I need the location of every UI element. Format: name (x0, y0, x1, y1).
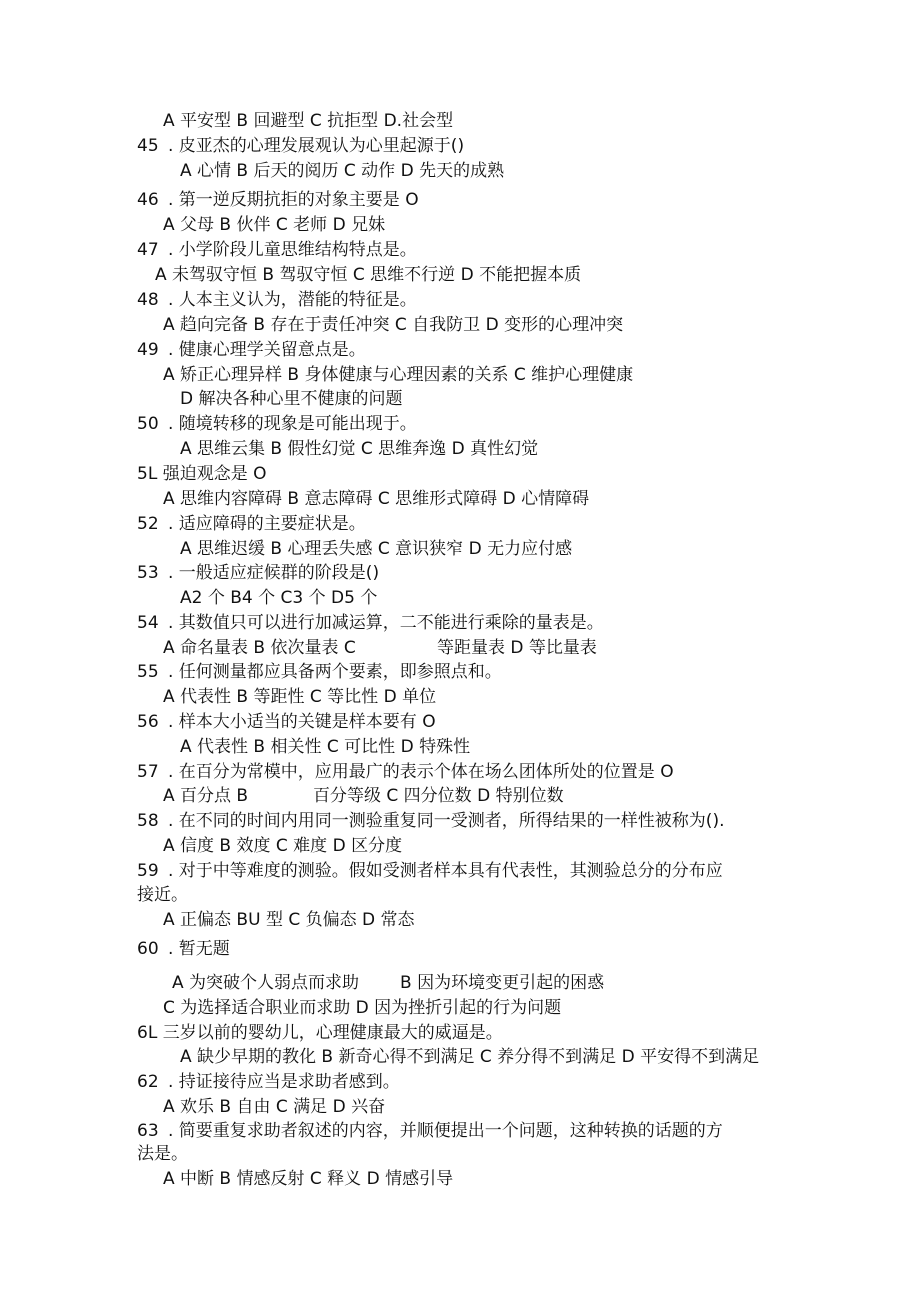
answer-options: A 思维迟缓 B 心理丢失感 C 意识狭窄 D 无力应付感 (180, 539, 573, 559)
question-text: . 健康心理学关留意点是。 (168, 340, 366, 360)
question-text: . 任何测量都应具备两个要素，即参照点和。 (168, 662, 502, 682)
answer-options: C 为选择适合职业而求助 D 因为挫折引起的行为问题 (163, 998, 562, 1018)
question-text: . 第一逆反期抗拒的对象主要是 O (168, 190, 419, 210)
answer-options: D 解决各种心里不健康的问题 (180, 389, 403, 409)
answer-options: A 矫正心理异样 B 身体健康与心理因素的关系 C 维护心理健康 (163, 365, 634, 385)
question-number: 45 (137, 136, 159, 156)
answer-options: A 思维内容障碍 B 意志障碍 C 思维形式障碍 D 心情障碍 (163, 489, 590, 509)
question-number: 49 (137, 340, 159, 360)
answer-options: A 缺少早期的教化 B 新奇心得不到满足 C 养分得不到满足 D 平安得不到满足 (180, 1047, 760, 1067)
answer-options: A 代表性 B 相关性 C 可比性 D 特殊性 (180, 737, 471, 757)
question-text: . 在百分为常模中，应用最广的表示个体在场么团体所处的位置是 O (168, 762, 674, 782)
answer-options: A 平安型 B 回避型 C 抗拒型 D.社会型 (163, 111, 454, 131)
question-number: 60 (137, 939, 159, 959)
answer-options: 百分等级 C 四分位数 D 特别位数 (313, 786, 564, 806)
question-number: 52 (137, 514, 159, 534)
question-text: . 其数值只可以进行加减运算，二不能进行乘除的量表是。 (168, 613, 604, 633)
question-number: 59 (137, 861, 159, 881)
question-number: 47 (137, 240, 159, 260)
question-text-continued: 接近。 (137, 885, 188, 905)
question-text-continued: 法是。 (137, 1144, 188, 1164)
question-text: . 简要重复求助者叙述的内容，并顺便提出一个问题，这种转换的话题的方 (168, 1121, 723, 1141)
question-number: 48 (137, 290, 159, 310)
question-text: 6L 三岁以前的婴幼儿，心理健康最大的威逼是。 (137, 1023, 503, 1043)
question-number: 55 (137, 662, 159, 682)
question-number: 57 (137, 762, 159, 782)
answer-options: A 代表性 B 等距性 C 等比性 D 单位 (163, 687, 437, 707)
question-text: . 样本大小适当的关键是样本要有 O (168, 712, 436, 732)
question-text: . 人本主义认为，潜能的特征是。 (168, 290, 417, 310)
question-text: . 暂无题 (168, 939, 230, 959)
question-text: . 在不同的时间内用同一测验重复同一受测者，所得结果的一样性被称为(). (168, 811, 725, 831)
question-number: 63 (137, 1121, 159, 1141)
answer-options: A 思维云集 B 假性幻觉 C 思维奔逸 D 真性幻觉 (180, 439, 539, 459)
question-text: 5L 强迫观念是 O (137, 464, 267, 484)
answer-options: A 欢乐 B 自由 C 满足 D 兴奋 (163, 1097, 386, 1117)
answer-options: A 信度 B 效度 C 难度 D 区分度 (163, 836, 403, 856)
question-number: 53 (137, 563, 159, 583)
answer-options: A 正偏态 BU 型 C 负偏态 D 常态 (163, 910, 415, 930)
question-number: 54 (137, 613, 159, 633)
answer-options: A2 个 B4 个 C3 个 D5 个 (180, 588, 378, 608)
answer-options: 等距量表 D 等比量表 (437, 638, 597, 658)
question-number: 58 (137, 811, 159, 831)
question-text: . 适应障碍的主要症状是。 (168, 514, 366, 534)
question-text: . 随境转移的现象是可能出现于。 (168, 414, 417, 434)
question-text: . 对于中等难度的测验。假如受测者样本具有代表性，其测验总分的分布应 (168, 861, 723, 881)
question-text: . 小学阶段儿童思维结构特点是。 (168, 240, 417, 260)
question-number: 46 (137, 190, 159, 210)
question-number: 50 (137, 414, 159, 434)
answer-options: A 百分点 B (163, 786, 249, 806)
answer-options: A 心情 B 后天的阅历 C 动作 D 先天的成熟 (180, 161, 505, 181)
question-text: . 皮亚杰的心理发展观认为心里起源于() (168, 136, 465, 156)
answer-options: B 因为环境变更引起的困惑 (400, 973, 605, 993)
question-number: 56 (137, 712, 159, 732)
answer-options: A 趋向完备 B 存在于责任冲突 C 自我防卫 D 变形的心理冲突 (163, 315, 624, 335)
question-text: . 一般适应症候群的阶段是() (168, 563, 380, 583)
answer-options: A 为突破个人弱点而求助 (172, 973, 360, 993)
answer-options: A 命名量表 B 依次量表 C (163, 638, 356, 658)
question-number: 62 (137, 1072, 159, 1092)
question-text: . 持证接待应当是求助者感到。 (168, 1072, 400, 1092)
answer-options: A 中断 B 情感反射 C 释义 D 情感引导 (163, 1169, 454, 1189)
answer-options: A 父母 B 伙伴 C 老师 D 兄妹 (163, 215, 386, 235)
answer-options: A 未驾驭守恒 B 驾驭守恒 C 思维不行逆 D 不能把握本质 (155, 265, 582, 285)
